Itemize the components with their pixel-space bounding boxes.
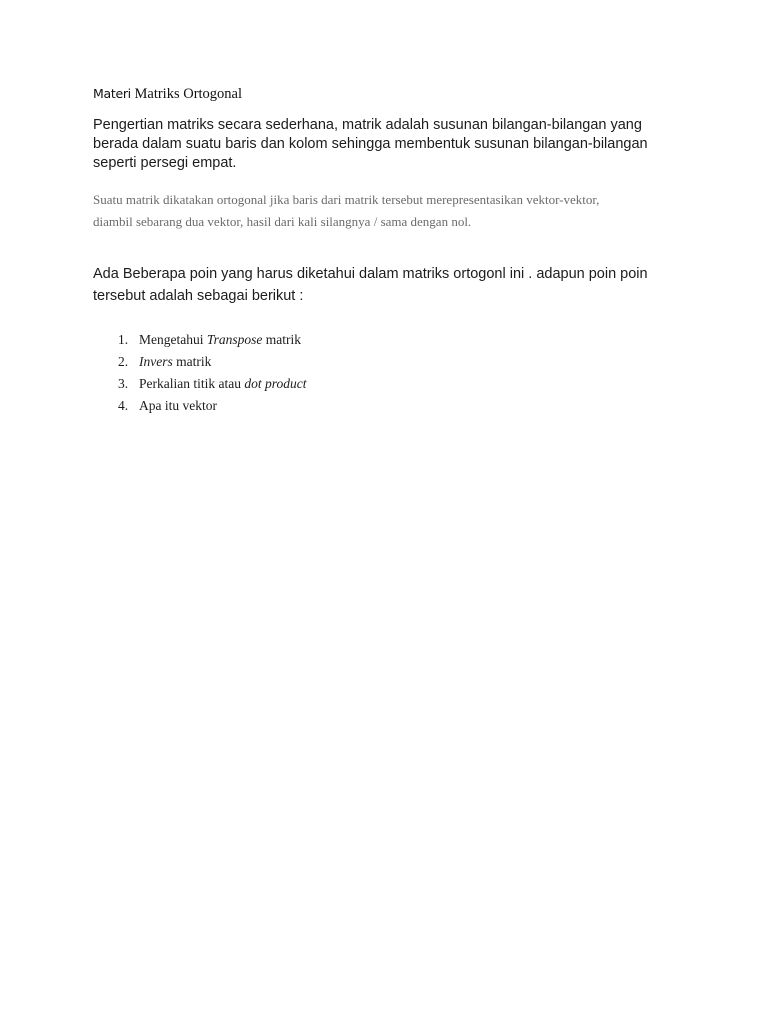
- title-first-word: Materi: [93, 86, 131, 101]
- list-item-number: 3.: [118, 376, 129, 391]
- intro-paragraph: [93, 116, 693, 173]
- list-item-number: 4.: [118, 398, 129, 413]
- points-paragraph: [93, 263, 693, 307]
- list-item: [118, 373, 306, 395]
- intro-line: berada dalam suatu baris dan kolom sehingga membentuk susunan bilangan-bilangan: [93, 136, 648, 152]
- list-item: [118, 351, 306, 373]
- definition-line: Suatu matrik dikatakan ortogonal jika baris dari matrik tersebut merepresentasikan vektor-vektor,: [93, 192, 600, 207]
- title-rest: Matriks Ortogonal: [130, 86, 243, 102]
- intro-line: seperti persegi empat.: [93, 155, 237, 171]
- definition-paragraph: [93, 189, 693, 233]
- points-line: Ada Beberapa poin yang harus diketahui dalam matriks ortogonl ini . adapun poin poin: [93, 266, 648, 282]
- intro-line: Pengertian matriks secara sederhana, matrik adalah susunan bilangan-bilangan yang: [93, 117, 642, 133]
- list-item: [118, 395, 306, 417]
- list-item-text-after: matrik: [262, 332, 302, 347]
- list-item-text: Apa itu vektor: [139, 398, 217, 413]
- list-item-text: Mengetahui: [139, 332, 207, 347]
- document-title: [93, 86, 242, 103]
- list-item-number: 2.: [118, 354, 129, 369]
- definition-line: diambil sebarang dua vektor, hasil dari kali silangnya / sama dengan nol.: [93, 214, 472, 229]
- list-item-italic: dot product: [244, 376, 307, 391]
- list-item-italic: Transpose: [206, 332, 263, 347]
- list-item-text-after: matrik: [172, 354, 212, 369]
- points-line: tersebut adalah sebagai berikut :: [93, 288, 304, 304]
- list-item-number: 1.: [118, 332, 129, 347]
- list-item-italic: Invers: [139, 354, 173, 369]
- list-item-text: Perkalian titik atau: [139, 376, 245, 391]
- list-item: [118, 329, 306, 351]
- numbered-list: [118, 329, 306, 417]
